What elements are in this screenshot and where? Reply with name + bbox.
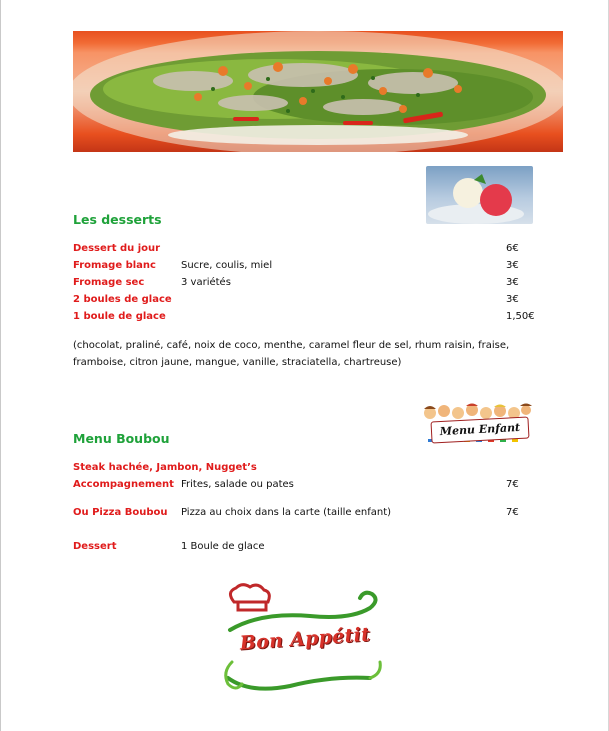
item-description: Sucre, coulis, miel	[181, 260, 273, 271]
item-price: 3€	[506, 277, 519, 288]
item-name: Fromage blanc	[73, 260, 156, 271]
item-name: Dessert du jour	[73, 243, 161, 254]
item-name: Accompagnement	[73, 479, 174, 490]
item-description: Pizza au choix dans la carte (taille enfant)	[181, 507, 392, 518]
kids-menu-item	[73, 506, 553, 520]
item-name: 2 boules de glace	[73, 294, 172, 305]
kids-menu-logo-label: Menu Enfant	[430, 416, 529, 443]
kids-menu-item	[73, 461, 553, 475]
item-description: 1 Boule de glace	[181, 541, 265, 552]
ice-cream-flavors-note	[73, 337, 523, 371]
item-price: 3€	[506, 260, 519, 271]
dessert-item	[73, 310, 553, 324]
bon-appetit-text: Bon Appétit	[239, 623, 371, 655]
item-name: 1 boule de glace	[73, 311, 166, 322]
item-description: Frites, salade ou pates	[181, 479, 294, 490]
item-price: 3€	[506, 294, 519, 305]
kids-menu-section-title: Menu Boubou	[73, 431, 170, 446]
dessert-item	[73, 276, 553, 290]
flavors-line: (chocolat, praliné, café, noix de coco, menthe, caramel fleur de sel, rhum raisin, fraise,	[73, 340, 510, 351]
kids-menu-item	[73, 540, 553, 554]
page-edge-left	[0, 0, 1, 731]
item-name: Fromage sec	[73, 277, 145, 288]
ice-cream-photo	[426, 166, 533, 224]
flavors-line: framboise, citron jaune, mangue, vanille, straciatella, chartreuse)	[73, 357, 402, 368]
item-description: 3 variétés	[181, 277, 231, 288]
item-price: 7€	[506, 507, 519, 518]
dessert-item	[73, 259, 553, 273]
kids-menu-item	[73, 478, 553, 492]
item-name: Steak hachée, Jambon, Nugget’s	[73, 462, 257, 473]
item-price: 1,50€	[506, 311, 535, 322]
dessert-item	[73, 293, 553, 307]
desserts-section-title: Les desserts	[73, 212, 162, 227]
item-name: Ou Pizza Boubou	[73, 507, 168, 518]
item-name: Dessert	[73, 541, 117, 552]
salad-banner-image	[73, 31, 563, 152]
item-price: 6€	[506, 243, 519, 254]
dessert-item	[73, 242, 553, 256]
item-price: 7€	[506, 479, 519, 490]
